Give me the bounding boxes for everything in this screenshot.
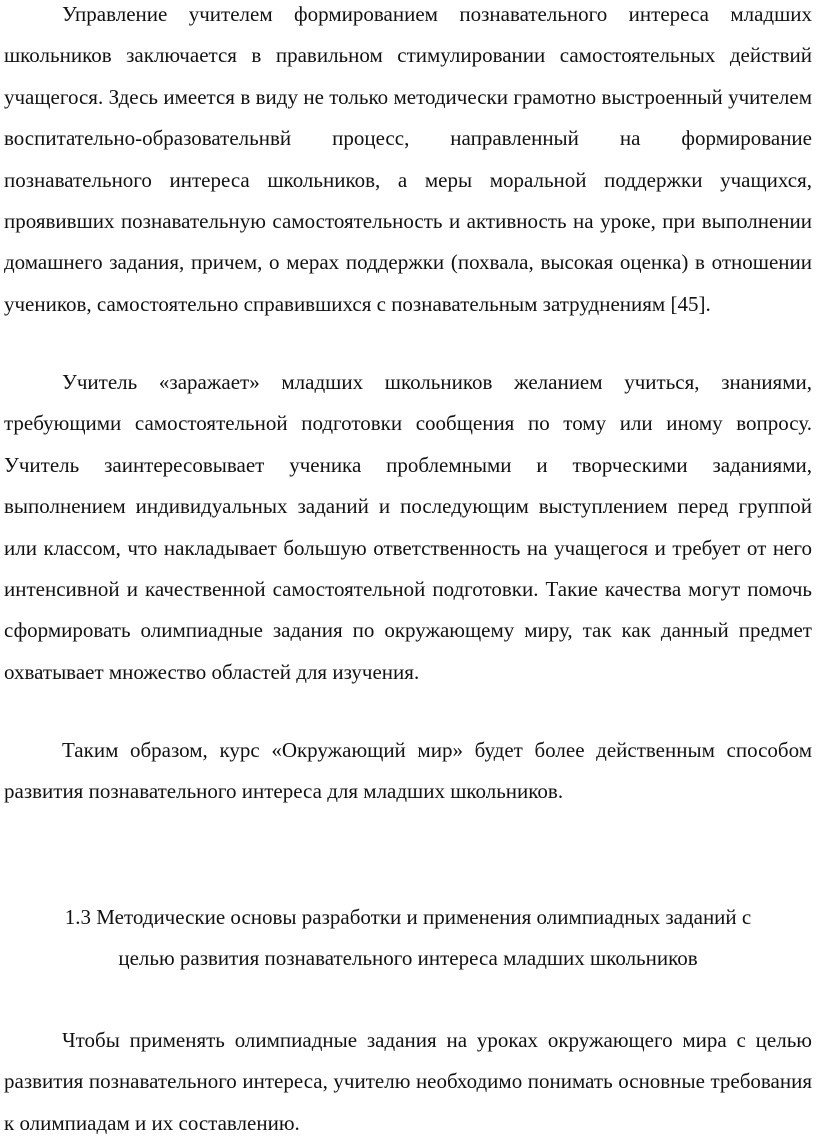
paragraph-teacher-management: Управление учителем формированием познавательного интереса младших школьников заключается в правильном стимулировании самостоятельных действий учащегося. Здесь имеется в виду не только методически грамотно выстроенный учителем воспитательно-образовательнвй процесс, направленный на формирование познавательного интереса школьников, а меры моральной поддержки учащихся, проявивших познавательную самостоятельность и активность на уроке, при выполнении домашнего задания, причем, о мерах поддержки (похвала, высокая оценка) в отношении учеников, самостоятельно справившихся с познавательным затруднениям [45]. <box>4 2 812 316</box>
section-heading <box>4 897 812 980</box>
paragraph-olympiad-requirements: Чтобы применять олимпиадные задания на уроках окружающего мира с целью развития познавательного интереса, учителю необходимо понимать основные требования к олимпиадам и их составлению. <box>4 1028 812 1135</box>
section-heading-line-1: 1.3 Методические основы разработки и применения олимпиадных заданий с <box>64 905 752 929</box>
section-heading-line-2: целью развития познавательного интереса младших школьников <box>118 946 698 971</box>
paragraph-conclusion: Таким образом, курс «Окружающий мир» будет более действенным способом развития познавательного интереса для младших школьников. <box>4 738 812 804</box>
paragraph-teacher-inspires: Учитель «заражает» младших школьников желанием учиться, знаниями, требующими самостоятельной подготовки сообщения по тому или иному вопросу. Учитель заинтересовывает ученика проблемными и творческими заданиями, выполнением индивидуальных заданий и последующим выступлением перед группой или классом, что накладывает большую ответственность на учащегося и требует от него интенсивной и качественной самостоятельной подготовки. Такие качества могут помочь сформировать олимпиадные задания по окружающему миру, так как данный предмет охватывает множество областей для изучения. <box>4 370 812 684</box>
